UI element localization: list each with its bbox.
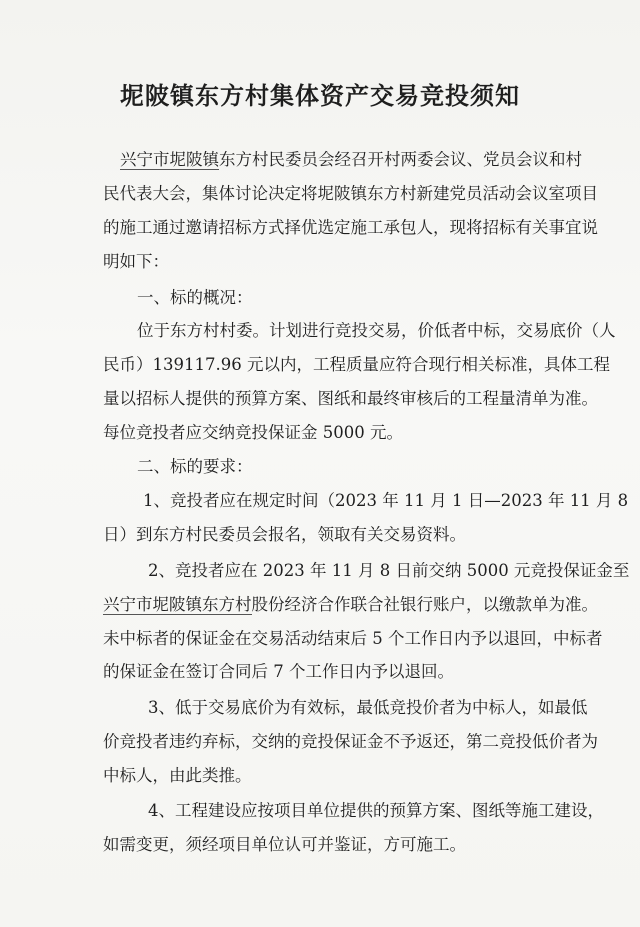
paragraph-line: 如需变更，须经项目单位认可并鉴证，方可施工。: [103, 835, 466, 854]
paragraph-line: 价竞投者违约弃标，交纳的竞投保证金不予返还，第二竞投低价者为: [103, 732, 598, 751]
underlined-text: 兴宁市坭陂镇东方村: [103, 595, 252, 614]
paragraph-line: 位于东方村村委。计划进行竞投交易，价低者中标，交易底价（人: [137, 321, 616, 340]
paragraph-line: 的保证金在签订合同后 7 个工作日内予以退回。: [103, 662, 454, 681]
document-title: 坭陂镇东方村集体资产交易竞投须知: [120, 81, 520, 110]
section-heading: 二、标的要求：: [137, 457, 253, 476]
paragraph-line: 4、工程建设应按项目单位提供的预算方案、图纸等施工建设，: [148, 801, 604, 820]
section-heading: 一、标的概况：: [137, 288, 253, 307]
paragraph-line: 民币）139117.96 元以内，工程质量应符合现行相关标准，具体工程: [103, 355, 610, 374]
paragraph-line: 中标人，由此类推。: [103, 766, 252, 785]
paragraph-line: 每位竞投者应交纳竞投保证金 5000 元。: [103, 423, 403, 442]
paragraph-line: 明如下：: [103, 252, 169, 271]
paragraph-line: 兴宁市坭陂镇东方村股份经济合作联合社银行账户，以缴款单为准。: [103, 595, 598, 614]
underlined-text: 兴宁市坭陂镇: [120, 150, 219, 169]
paragraph-line: 1、竞投者应在规定时间（2023 年 11 月 1 日—2023 年 11 月 8: [143, 491, 629, 510]
paragraph-line: 民代表大会，集体讨论决定将坭陂镇东方村新建党员活动会议室项目: [103, 184, 598, 203]
paragraph-line: 2、竞投者应在 2023 年 11 月 8 日前交纳 5000 元竞投保证金至: [148, 561, 630, 580]
paragraph-line: 量以招标人提供的预算方案、图纸和最终审核后的工程量清单为准。: [103, 389, 598, 408]
paragraph-line: 兴宁市坭陂镇东方村民委员会经召开村两委会议、党员会议和村: [120, 150, 582, 169]
paragraph-line: 的施工通过邀请招标方式择优选定施工承包人，现将招标有关事宜说: [103, 218, 598, 237]
paragraph-line: 3、低于交易底价为有效标，最低竞投价者为中标人，如最低: [148, 698, 588, 717]
paragraph-line: 日）到东方村民委员会报名，领取有关交易资料。: [103, 525, 466, 544]
paragraph-line: 未中标者的保证金在交易活动结束后 5 个工作日内予以退回，中标者: [103, 629, 603, 648]
